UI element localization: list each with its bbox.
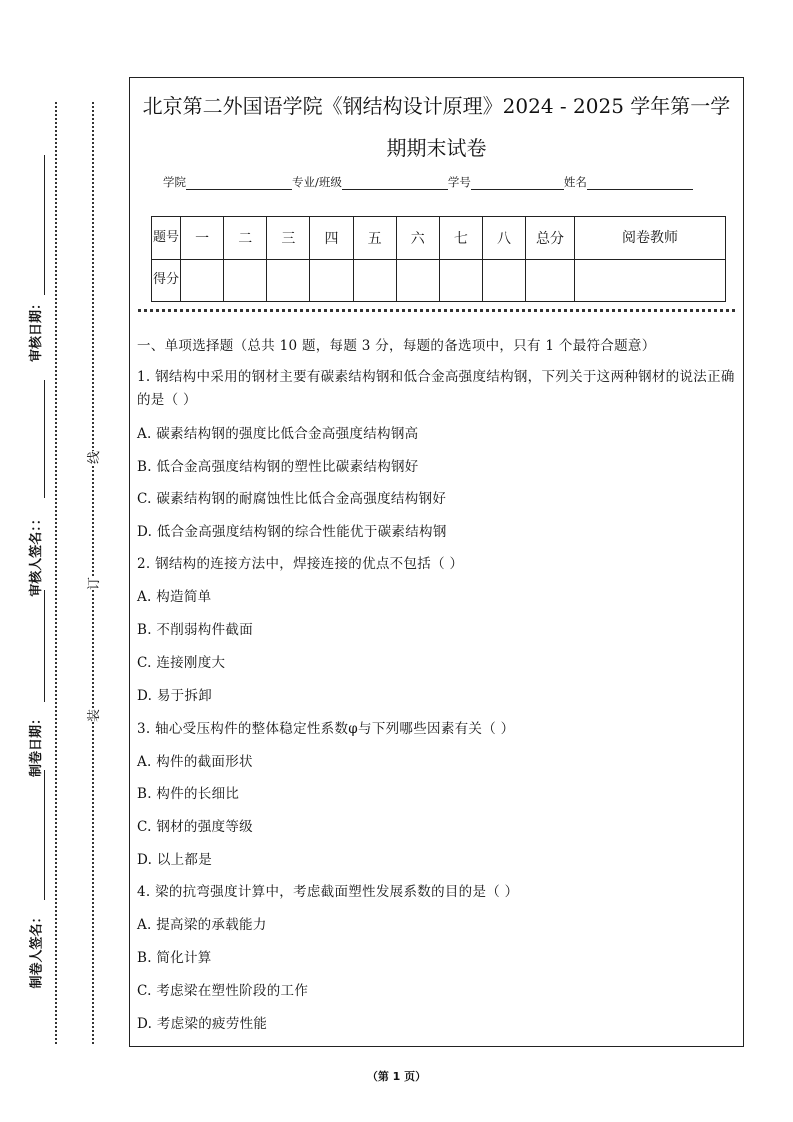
binding-dotted-line [92,102,94,1044]
score-table [151,216,726,302]
section-separator [138,309,735,312]
review-date-label: 审核日期： [29,296,45,363]
question-2-option-a: A. 构造简单 [137,589,212,605]
score-col-3: 三 [267,217,310,260]
question-number-label: 题号 [152,217,181,260]
score-table-header-row [152,217,726,260]
binding-word-bind: 订 [83,577,102,590]
name-label: 姓名 [563,175,587,189]
name-blank[interactable] [587,177,693,190]
question-1-option-d: D. 低合金高强度结构钢的综合性能优于碳素结构钢 [137,524,447,540]
college-label: 学院 [163,175,186,189]
question-2-option-c: C. 连接刚度大 [137,655,226,671]
question-3-option-a: A. 构件的截面形状 [137,754,253,770]
score-cell[interactable] [310,259,353,302]
question-4-stem: 4. 梁的抗弯强度计算中，考虑截面塑性发展系数的目的是（ ） [137,884,519,900]
question-3-stem: 3. 轴心受压构件的整体稳定性系数φ与下列哪些因素有关（ ） [137,721,515,737]
score-cell[interactable] [267,259,310,302]
question-3-option-c: C. 钢材的强度等级 [137,819,253,835]
signature-line-1 [44,155,45,295]
question-1-option-a: A. 碳素结构钢的强度比低合金高强度结构钢高 [137,426,419,442]
score-col-5: 五 [353,217,396,260]
section-heading: 一、单项选择题（总共 10 题，每题 3 分，每题的备选项中，只有 1 个最符合题意） [137,338,656,354]
question-3-option-b: B. 构件的长细比 [137,786,240,802]
question-1-option-c: C. 碳素结构钢的耐腐蚀性比低合金高强度结构钢好 [137,491,447,507]
signature-line-4 [44,770,45,900]
binding-word-fix: 装 [83,709,102,722]
score-col-6: 六 [396,217,439,260]
question-2-stem: 2. 钢结构的连接方法中，焊接连接的优点不包括（ ） [137,556,464,572]
student-info-row [163,174,693,190]
score-table-score-row [152,259,726,302]
question-1-option-b: B. 低合金高强度结构钢的塑性比碳素结构钢好 [137,459,419,475]
reviewer-signature-label: 审核人签名：： [28,512,44,597]
question-4-option-c: C. 考虑梁在塑性阶段的工作 [137,983,309,999]
score-col-4: 四 [310,217,353,260]
exam-title: 北京第二外国语学院《钢结构设计原理》2024 - 2025 学年第一学 [142,94,731,118]
question-4-option-a: A. 提高梁的承载能力 [137,917,267,933]
score-cell[interactable] [482,259,525,302]
signature-line-2 [44,380,45,498]
exam-title-continued: 期期末试卷 [386,136,487,160]
question-4-option-d: D. 考虑梁的疲劳性能 [137,1016,268,1032]
major-class-label: 专业/班级 [292,175,342,189]
score-col-2: 二 [224,217,267,260]
score-col-total: 总分 [526,217,575,260]
score-cell[interactable] [396,259,439,302]
left-dotted-line [55,102,57,1044]
exam-page-frame [129,77,744,1047]
student-id-label: 学号 [447,175,471,189]
paper-date-label: 制卷日期： [29,711,45,778]
score-cell-grader[interactable] [575,259,726,302]
college-blank[interactable] [186,177,292,190]
score-col-8: 八 [482,217,525,260]
score-col-1: 一 [181,217,224,260]
score-col-grader: 阅卷教师 [575,217,726,260]
major-class-blank[interactable] [342,177,448,190]
score-row-label: 得分 [152,259,181,302]
signature-line-3 [44,590,45,702]
question-3-option-d: D. 以上都是 [137,852,213,868]
question-2-option-d: D. 易于拆卸 [137,688,213,704]
paper-author-signature-label: 制卷人签名： [29,910,45,989]
score-cell[interactable] [181,259,224,302]
score-cell[interactable] [224,259,267,302]
question-4-option-b: B. 简化计算 [137,950,212,966]
score-cell[interactable] [353,259,396,302]
question-2-option-b: B. 不削弱构件截面 [137,622,254,638]
page-number: （第 1 页） [366,1070,427,1083]
score-col-7: 七 [439,217,482,260]
student-id-blank[interactable] [471,177,564,190]
score-cell-total[interactable] [526,259,575,302]
binding-word-line: 线 [83,451,102,464]
question-1-stem: 1. 钢结构中采用的钢材主要有碳素结构钢和低合金高强度结构钢，下列关于这两种钢材的说法正确的是（ ） [137,369,735,408]
score-cell[interactable] [439,259,482,302]
